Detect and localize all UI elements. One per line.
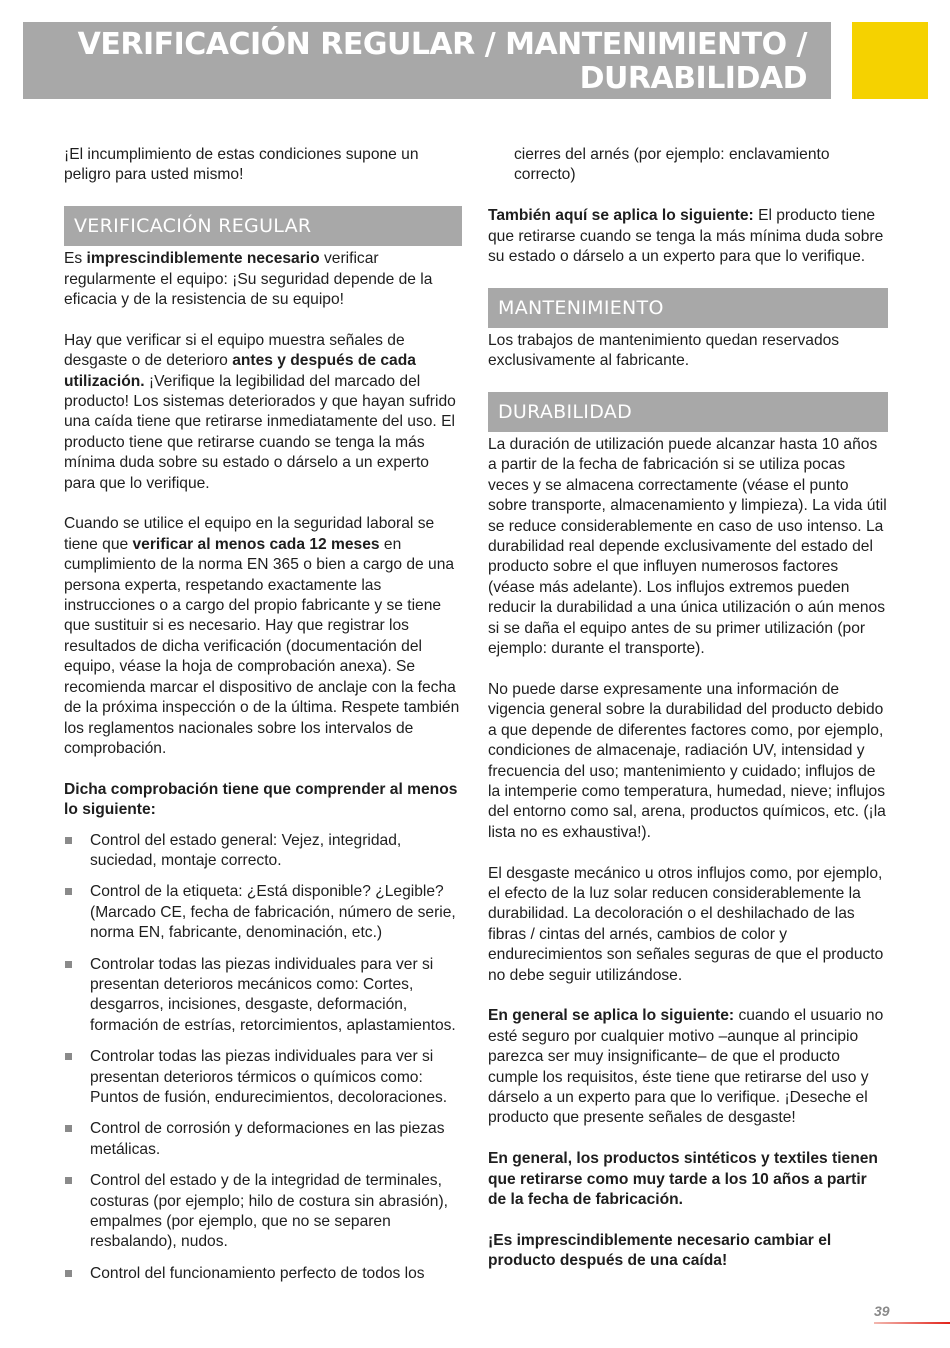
page-title-line-2: DURABILIDAD: [579, 61, 807, 96]
square-bullet-icon: [65, 1125, 72, 1132]
square-bullet-icon: [65, 1270, 72, 1277]
header-banner: [23, 22, 831, 99]
list-item: Control de la etiqueta: ¿Está disponible? ¿Legible? (Marcado CE, fecha de fabricación, número de serie, norma EN, fabricante, denominación, etc.): [64, 882, 462, 943]
page-number-rule: [874, 1322, 950, 1324]
square-bullet-icon: [65, 1177, 72, 1184]
section-heading-durability: DURABILIDAD: [488, 392, 888, 432]
paragraph-durability-6: ¡Es imprescindiblemente necesario cambiar el producto después de una caída!: [488, 1231, 832, 1270]
paragraph-durability-4: En general se aplica lo siguiente: cuando el usuario no esté seguro por cualquier motivo –aunque al principio parezca ser muy insignificante– de que el producto cumple los requisitos, éste tiene que retirarse del uso y dárselo a un experto para que lo verifique. ¡Deseche el producto que presente señales de desgaste!: [488, 1007, 884, 1127]
square-bullet-icon: [65, 837, 72, 844]
paragraph-also-applies: También aquí se aplica lo siguiente: El producto tiene que retirarse cuando se tenga la más mínima duda sobre su estado o dárselo a un experto para que lo verifique.: [488, 207, 884, 266]
checklist-heading: Dicha comprobación tiene que comprender al menos lo siguiente:: [64, 780, 458, 819]
square-bullet-icon: [65, 961, 72, 968]
page-number: 39: [874, 1303, 890, 1319]
checklist: [64, 831, 462, 1285]
paragraph-durability-2: No puede darse expresamente una información de vigencia general sobre la durabilidad del producto debido a que depende de diferentes factores como, por ejemplo, condiciones de almacenaje, radiación UV, intensidad y frecuencia del uso; mantenimiento y cuidado; influjos de la intemperie como temperatura, humedad, nieve; influjos del entorno como sal, arena, productos químicos, etc. (¡la lista no es exhaustiva!).: [488, 680, 886, 841]
list-item: Controlar todas las piezas individuales para ver si presentan deterioros mecánicos como: Cortes, desgarros, incisiones, desgaste, deformación, formación de estrías, retorcimientos, aplastamientos.: [64, 955, 462, 1037]
paragraph-durability-1: La duración de utilización puede alcanzar hasta 10 años a partir de la fecha de fabricación si se utiliza pocas veces y se almacena correctamente (véase el punto sobre transporte, almacenamiento y limpieza). La vida útil se reduce considerablemente en caso de uso intenso. La durabilidad real depende exclusivamente del estado del producto sobre el que influyen numerosos factores (véase más adelante). Los influjos extremos pueden reducir la durabilidad a una única utilización o aún menos si se daña el equipo antes de su primer utilización (por ejemplo: durante el transporte).: [488, 436, 887, 658]
paragraph-regular-check-1: Es imprescindiblemente necesario verificar regularmente el equipo: ¡Su seguridad depende de la eficacia y de la resistencia de su equipo!: [64, 250, 433, 309]
paragraph-regular-check-3: Cuando se utilice el equipo en la seguridad laboral se tiene que verificar al menos cada 12 meses en cumplimiento de la norma EN 365 o bien a cargo de una persona experta, respetando exactamente las instrucciones o a cargo del propio fabricante y se tiene que sustituir si es necesario. Hay que registrar los resultados de dicha verificación (documentación del equipo, véase la hoja de comprobación anexa). Se recomienda marcar el dispositivo de anclaje con la fecha de la próxima inspección o de la última. Respete también los reglamentos nacionales sobre los intervalos de comprobación.: [64, 515, 460, 757]
intro-warning: ¡El incumplimiento de estas condiciones supone un peligro para usted mismo!: [64, 146, 419, 184]
yellow-accent-block: [852, 22, 928, 99]
paragraph-regular-check-2: Hay que verificar si el equipo muestra señales de desgaste o de deterioro antes y después de cada utilización. ¡Verifique la legibilidad del marcado del producto! Los sistemas deteriorados y que hayan sufrido una caída tiene que retirarse inmediatamente del uso. El producto tiene que retirarse cuando se tenga la más mínima duda sobre su estado o dárselo a un experto para que lo verifique.: [64, 331, 456, 492]
square-bullet-icon: [65, 1053, 72, 1060]
checklist-continuation: cierres del arnés (por ejemplo: enclavamiento correcto): [514, 146, 830, 184]
page-title: [78, 28, 807, 96]
list-item: Control de corrosión y deformaciones en las piezas metálicas.: [64, 1119, 462, 1160]
paragraph-durability-3: El desgaste mecánico u otros influjos como, por ejemplo, el efecto de la luz solar reducen considerablemente la durabilidad. La decoloración o el deshilachado de las fibras / cintas del arnés, cambios de color y endurecimientos son señales seguras de que el producto no debe seguir utilizándose.: [488, 864, 884, 984]
right-column: [488, 145, 888, 1292]
paragraph-maintenance: Los trabajos de mantenimiento quedan reservados exclusivamente al fabricante.: [488, 331, 840, 370]
square-bullet-icon: [65, 888, 72, 895]
paragraph-durability-5: En general, los productos sintéticos y textiles tienen que retirarse como muy tarde a los 10 años a partir de la fecha de fabricación.: [488, 1150, 878, 1208]
section-heading-maintenance: MANTENIMIENTO: [488, 288, 888, 328]
list-item: Control del funcionamiento perfecto de todos los: [64, 1264, 462, 1284]
list-item: Control del estado general: Vejez, integridad, suciedad, montaje correcto.: [64, 831, 462, 872]
section-heading-regular-check: VERIFICACIÓN REGULAR: [64, 206, 462, 246]
list-item: Controlar todas las piezas individuales para ver si presentan deterioros térmicos o químicos como: Puntos de fusión, endurecimientos, decoloraciones.: [64, 1047, 462, 1108]
page-title-line-1: VERIFICACIÓN REGULAR / MANTENIMIENTO /: [77, 27, 807, 62]
list-item: Control del estado y de la integridad de terminales, costuras (por ejemplo; hilo de costura sin abrasión), empalmes (por ejemplo, que no se separen resbalando), nudos.: [64, 1171, 462, 1253]
left-column: [64, 145, 462, 1295]
